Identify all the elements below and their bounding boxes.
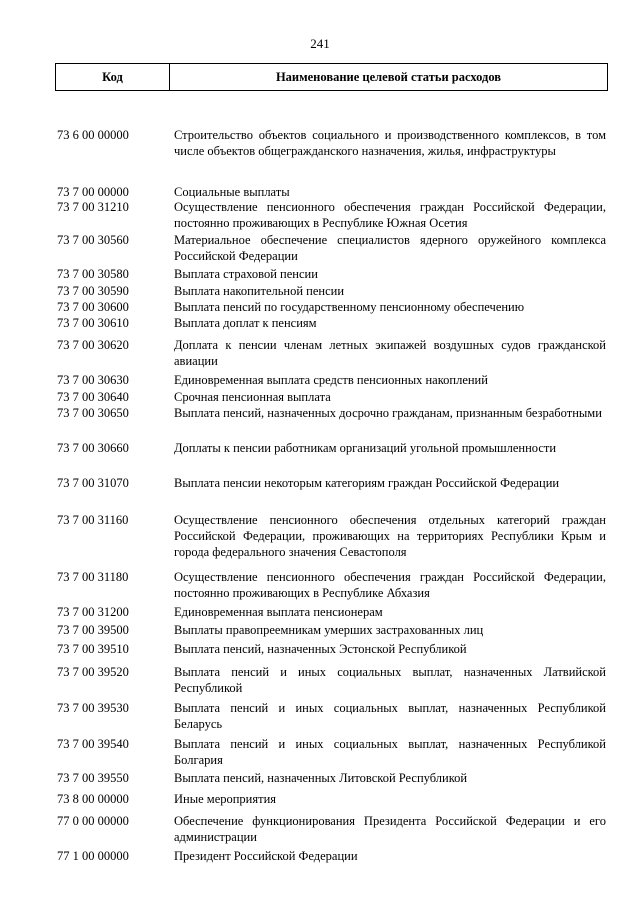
page-number: 241 <box>310 36 330 51</box>
row-code: 73 8 00 00000 <box>57 792 129 806</box>
row-name: Выплата накопительной пенсии <box>174 284 345 298</box>
row-code: 73 7 00 31180 <box>57 570 129 584</box>
row-name: Единовременная выплата средств пенсионных накоплений <box>174 373 488 387</box>
table-row <box>55 315 608 331</box>
row-code: 73 7 00 30610 <box>57 316 129 330</box>
row-code: 73 6 00 00000 <box>57 128 129 142</box>
table-row <box>55 372 608 388</box>
row-name: Выплата пенсий и иных социальных выплат, назначенных Республикой Беларусь <box>174 701 606 731</box>
row-name: Осуществление пенсионного обеспечения граждан Российской Федерации, постоянно проживающих в Республике Южная Осетия <box>174 200 606 230</box>
row-name: Выплата пенсий и иных социальных выплат, назначенных Латвийской Республикой <box>174 665 606 695</box>
row-name: Президент Российской Федерации <box>174 849 358 863</box>
row-code: 73 7 00 39540 <box>57 737 129 751</box>
table-row <box>55 791 608 807</box>
row-code: 73 7 00 31200 <box>57 605 129 619</box>
table-row <box>55 622 608 638</box>
row-code: 73 7 00 30640 <box>57 390 129 404</box>
row-code: 73 7 00 30630 <box>57 373 129 387</box>
table-row <box>55 184 608 200</box>
table-row <box>55 389 608 405</box>
table-header <box>55 63 608 91</box>
table-row <box>55 512 608 560</box>
row-code: 73 7 00 39510 <box>57 642 129 656</box>
table-row <box>55 736 608 768</box>
row-name: Обеспечение функционирования Президента Российской Федерации и его администрации <box>174 814 606 844</box>
row-code: 73 7 00 30580 <box>57 267 129 281</box>
row-name: Материальное обеспечение специалистов ядерного оружейного комплекса Российской Федерации <box>174 233 606 263</box>
table-row <box>55 848 608 864</box>
row-name: Выплата пенсий, назначенных досрочно гражданам, признанным безработными <box>174 406 602 420</box>
row-name: Социальные выплаты <box>174 185 290 199</box>
row-name: Выплата пенсий, назначенных Эстонской Республикой <box>174 642 467 656</box>
row-code: 73 7 00 30650 <box>57 406 129 420</box>
row-name: Строительство объектов социального и производственного комплексов, в том числе объектов общегражданского назначения, жилья, инфраструктуры <box>174 128 606 158</box>
row-name: Осуществление пенсионного обеспечения отдельных категорий граждан Российской Федерации, проживающих на территориях Республики Крым и города федерального значения Севастополя <box>174 513 606 559</box>
row-name: Осуществление пенсионного обеспечения граждан Российской Федерации, постоянно проживающих в Республике Абхазия <box>174 570 606 600</box>
row-code: 73 7 00 39500 <box>57 623 129 637</box>
row-code: 73 7 00 30600 <box>57 300 129 314</box>
table-row <box>55 813 608 845</box>
table-row <box>55 440 608 456</box>
row-name: Иные мероприятия <box>174 792 277 806</box>
table-row <box>55 232 608 264</box>
table-row <box>55 641 608 657</box>
table-row <box>55 283 608 299</box>
row-code: 73 7 00 31210 <box>57 200 129 214</box>
row-code: 73 7 00 30590 <box>57 284 129 298</box>
table-row <box>55 569 608 601</box>
row-name: Выплата пенсий по государственному пенсионному обеспечению <box>174 300 525 314</box>
row-code: 73 7 00 30560 <box>57 233 129 247</box>
table-row <box>55 700 608 732</box>
row-name: Выплата доплат к пенсиям <box>174 316 317 330</box>
table-row <box>55 337 608 369</box>
row-code: 73 7 00 31160 <box>57 513 129 527</box>
row-code: 73 7 00 30660 <box>57 441 129 455</box>
table-row <box>55 299 608 315</box>
table-row <box>55 604 608 620</box>
row-name: Выплата пенсий и иных социальных выплат, назначенных Республикой Болгария <box>174 737 606 767</box>
row-name: Выплата пенсии некоторым категориям граждан Российской Федерации <box>174 476 560 490</box>
budget-table <box>55 63 608 863</box>
row-name: Доплата к пенсии членам летных экипажей воздушных судов гражданской авиации <box>174 338 606 368</box>
row-name: Выплата пенсий, назначенных Литовской Республикой <box>174 771 468 785</box>
row-code: 73 7 00 30620 <box>57 338 129 352</box>
row-name: Выплаты правопреемникам умерших застрахованных лиц <box>174 623 484 637</box>
row-code: 77 1 00 00000 <box>57 849 129 863</box>
row-code: 73 7 00 31070 <box>57 476 129 490</box>
table-row <box>55 405 608 421</box>
row-code: 73 7 00 39530 <box>57 701 129 715</box>
table-row <box>55 475 608 491</box>
row-code: 73 7 00 39520 <box>57 665 129 679</box>
table-row <box>55 664 608 696</box>
table-row <box>55 770 608 786</box>
row-code: 73 7 00 39550 <box>57 771 129 785</box>
row-code: 77 0 00 00000 <box>57 814 129 828</box>
row-name: Доплаты к пенсии работникам организаций угольной промышленности <box>174 441 557 455</box>
table-row <box>55 266 608 282</box>
row-name: Выплата страховой пенсии <box>174 267 318 281</box>
row-code: 73 7 00 00000 <box>57 185 129 199</box>
row-name: Единовременная выплата пенсионерам <box>174 605 383 619</box>
table-row <box>55 199 608 231</box>
table-row <box>55 127 608 159</box>
header-code: Код <box>56 64 170 90</box>
row-name: Срочная пенсионная выплата <box>174 390 331 404</box>
header-name: Наименование целевой статьи расходов <box>275 70 502 84</box>
